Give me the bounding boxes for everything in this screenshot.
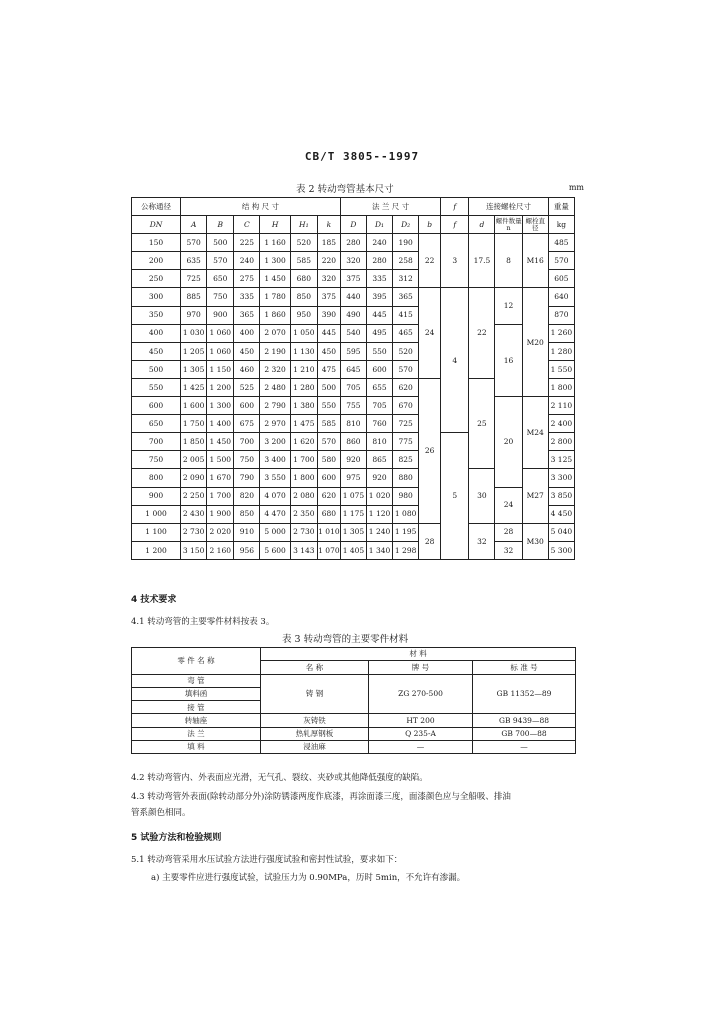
B-cell: 1 670 [207, 469, 234, 487]
m-cell: M24 [522, 397, 548, 469]
H-cell: 2 970 [260, 415, 290, 433]
H1-cell: 585 [290, 252, 317, 270]
part-cell: 转轴座 [132, 714, 261, 727]
A-cell: 885 [181, 288, 207, 306]
C-cell: 790 [234, 469, 260, 487]
table-row [132, 397, 575, 415]
material-grade-cell: Q 235-A [369, 727, 473, 740]
A-cell: 1 030 [181, 324, 207, 342]
C-cell: 525 [234, 378, 260, 396]
dn-cell: 900 [132, 487, 181, 505]
D-cell: 645 [340, 360, 366, 378]
D1-cell: 240 [366, 234, 392, 252]
A-cell: 1 850 [181, 433, 207, 451]
f-cell: 5 [441, 433, 469, 560]
m-cell: M30 [522, 523, 548, 559]
D1-cell: 1 120 [366, 505, 392, 523]
D1-cell: 395 [366, 288, 392, 306]
para-4-3-cont: 管系颜色相同。 [131, 808, 191, 818]
H-cell: 2 320 [260, 360, 290, 378]
D1-cell: 1 240 [366, 523, 392, 541]
k-cell: 390 [317, 306, 340, 324]
col-d: d [469, 216, 495, 234]
k-cell: 680 [317, 505, 340, 523]
D-cell: 320 [340, 252, 366, 270]
table-row [132, 674, 576, 687]
weight-cell: 2 400 [548, 415, 574, 433]
k-cell: 445 [317, 324, 340, 342]
material-grade-cell: HT 200 [369, 714, 473, 727]
D2-cell: 620 [393, 378, 419, 396]
D-cell: 860 [340, 433, 366, 451]
table2-subheader-row [132, 216, 575, 234]
A-cell: 2 250 [181, 487, 207, 505]
D2-cell: 465 [393, 324, 419, 342]
col-D2: D₂ [393, 216, 419, 234]
C-cell: 700 [234, 433, 260, 451]
A-cell: 3 150 [181, 541, 207, 559]
table-row [132, 523, 575, 541]
B-cell: 1 060 [207, 342, 234, 360]
k-cell: 550 [317, 397, 340, 415]
D2-cell: 980 [393, 487, 419, 505]
d-cell: 30 [469, 469, 495, 523]
f-cell: 4 [441, 288, 469, 433]
col-A: A [181, 216, 207, 234]
H1-cell: 680 [290, 270, 317, 288]
k-cell: 1 010 [317, 523, 340, 541]
para-5-1: 5.1 转动弯管采用水压试验方法进行强度试验和密封性试验，要求如下： [131, 855, 403, 865]
B-cell: 1 060 [207, 324, 234, 342]
table2-header-row [132, 198, 575, 216]
weight-cell: 2 800 [548, 433, 574, 451]
table-row [132, 714, 576, 727]
para-4-3: 4.3 转动弯管外表面(除转动部分外)涂防锈漆两度作底漆，再涂面漆三度，面漆颜色应与全船吸、排油 [131, 792, 511, 802]
weight-cell: 3 850 [548, 487, 574, 505]
material-header: 材 料 [261, 648, 576, 661]
D1-cell: 1 340 [366, 541, 392, 559]
C-cell: 600 [234, 397, 260, 415]
weight-cell: 870 [548, 306, 574, 324]
k-cell: 475 [317, 360, 340, 378]
k-cell: 585 [317, 415, 340, 433]
C-cell: 240 [234, 252, 260, 270]
B-cell: 1 450 [207, 433, 234, 451]
A-cell: 970 [181, 306, 207, 324]
H1-cell: 1 475 [290, 415, 317, 433]
material-grade-cell: ZG 270-500 [369, 674, 473, 714]
d-cell: 32 [469, 523, 495, 559]
A-cell: 2 430 [181, 505, 207, 523]
D2-cell: 258 [393, 252, 419, 270]
dn-cell: 150 [132, 234, 181, 252]
m-cell: M20 [522, 288, 548, 397]
n-cell: 16 [495, 324, 522, 396]
D2-cell: 670 [393, 397, 419, 415]
C-cell: 335 [234, 288, 260, 306]
b-cell: 28 [419, 523, 441, 559]
B-cell: 1 900 [207, 505, 234, 523]
D2-cell: 520 [393, 342, 419, 360]
D-cell: 440 [340, 288, 366, 306]
A-cell: 570 [181, 234, 207, 252]
C-cell: 850 [234, 505, 260, 523]
k-cell: 220 [317, 252, 340, 270]
D-cell: 1 405 [340, 541, 366, 559]
dn-cell: 200 [132, 252, 181, 270]
col-f2: f [441, 216, 469, 234]
m-cell: M16 [522, 234, 548, 288]
D1-cell: 495 [366, 324, 392, 342]
H-cell: 2 480 [260, 378, 290, 396]
dn-cell: 1 000 [132, 505, 181, 523]
H-cell: 2 190 [260, 342, 290, 360]
weight-cell: 605 [548, 270, 574, 288]
weight-cell: 5 300 [548, 541, 574, 559]
B-cell: 500 [207, 234, 234, 252]
B-cell: 1 700 [207, 487, 234, 505]
D1-cell: 600 [366, 360, 392, 378]
weight-cell: 2 110 [548, 397, 574, 415]
B-cell: 1 200 [207, 378, 234, 396]
material-name-cell: 浸油麻 [261, 741, 369, 754]
D1-cell: 865 [366, 451, 392, 469]
D-cell: 490 [340, 306, 366, 324]
H1-cell: 1 800 [290, 469, 317, 487]
material-name-cell: 灰铸铁 [261, 714, 369, 727]
part-header: 零 件 名 称 [132, 648, 261, 675]
H1-cell: 850 [290, 288, 317, 306]
material-name-cell: 热轧厚钢板 [261, 727, 369, 740]
col-b: b [419, 216, 441, 234]
B-cell: 2 020 [207, 523, 234, 541]
n-cell: 28 [495, 523, 522, 541]
table-row [132, 324, 575, 342]
H1-cell: 2 350 [290, 505, 317, 523]
D-cell: 595 [340, 342, 366, 360]
A-cell: 2 090 [181, 469, 207, 487]
k-cell: 1 070 [317, 541, 340, 559]
dn-cell: 700 [132, 433, 181, 451]
weight-cell: 3 300 [548, 469, 574, 487]
section-5-title: 5 试验方法和检验规则 [131, 833, 222, 843]
A-cell: 725 [181, 270, 207, 288]
H1-cell: 2 080 [290, 487, 317, 505]
H-cell: 2 790 [260, 397, 290, 415]
H1-cell: 2 730 [290, 523, 317, 541]
grade-header: 牌 号 [369, 661, 473, 674]
d-cell: 25 [469, 378, 495, 468]
D1-cell: 705 [366, 397, 392, 415]
dn-cell: 450 [132, 342, 181, 360]
weight-cell: 640 [548, 288, 574, 306]
C-cell: 400 [234, 324, 260, 342]
k-cell: 500 [317, 378, 340, 396]
H1-cell: 1 050 [290, 324, 317, 342]
A-cell: 2 730 [181, 523, 207, 541]
D-cell: 1 305 [340, 523, 366, 541]
flange-header: 法 兰 尺 寸 [340, 198, 440, 216]
n-cell: 12 [495, 288, 522, 324]
D2-cell: 415 [393, 306, 419, 324]
B-cell: 2 160 [207, 541, 234, 559]
k-cell: 375 [317, 288, 340, 306]
D-cell: 755 [340, 397, 366, 415]
para-4-1: 4.1 转动弯管的主要零件材料按表 3。 [131, 617, 275, 627]
D-cell: 375 [340, 270, 366, 288]
bolt-count-header: 螺件数量 n [495, 216, 522, 234]
D2-cell: 1 080 [393, 505, 419, 523]
dn-cell: 1 100 [132, 523, 181, 541]
D1-cell: 550 [366, 342, 392, 360]
C-cell: 450 [234, 342, 260, 360]
H-cell: 1 160 [260, 234, 290, 252]
col-D: D [340, 216, 366, 234]
D2-cell: 880 [393, 469, 419, 487]
dn-cell: 800 [132, 469, 181, 487]
D1-cell: 445 [366, 306, 392, 324]
B-cell: 1 500 [207, 451, 234, 469]
material-std-cell: — [473, 741, 576, 754]
weight-cell: 3 125 [548, 451, 574, 469]
D2-cell: 312 [393, 270, 419, 288]
dimension-table [131, 197, 575, 560]
A-cell: 2 005 [181, 451, 207, 469]
col-k: k [317, 216, 340, 234]
material-name-cell: 铸 钢 [261, 674, 369, 714]
bolt-header: 连接螺栓尺寸 [469, 198, 548, 216]
H1-cell: 1 130 [290, 342, 317, 360]
H-cell: 4 070 [260, 487, 290, 505]
H1-cell: 1 210 [290, 360, 317, 378]
dn-cell: 550 [132, 378, 181, 396]
H1-cell: 1 380 [290, 397, 317, 415]
dn-cell: 750 [132, 451, 181, 469]
weight-cell: 1 800 [548, 378, 574, 396]
D1-cell: 760 [366, 415, 392, 433]
A-cell: 1 425 [181, 378, 207, 396]
dn-cell: 600 [132, 397, 181, 415]
table3-caption: 表 3 转动弯管的主要零件材料 [282, 634, 409, 645]
C-cell: 750 [234, 451, 260, 469]
H-cell: 3 400 [260, 451, 290, 469]
b-cell: 26 [419, 378, 441, 523]
col-f: f [441, 198, 469, 216]
nominal-header: 公称通径 [132, 198, 181, 216]
D2-cell: 365 [393, 288, 419, 306]
D-cell: 705 [340, 378, 366, 396]
C-cell: 820 [234, 487, 260, 505]
kg-header: kg [548, 216, 574, 234]
B-cell: 570 [207, 252, 234, 270]
H-cell: 2 070 [260, 324, 290, 342]
D2-cell: 190 [393, 234, 419, 252]
D2-cell: 1 298 [393, 541, 419, 559]
C-cell: 460 [234, 360, 260, 378]
d-cell: 22 [469, 288, 495, 378]
dn-cell: 650 [132, 415, 181, 433]
C-cell: 675 [234, 415, 260, 433]
col-H: H [260, 216, 290, 234]
H1-cell: 520 [290, 234, 317, 252]
dn-cell: 300 [132, 288, 181, 306]
D-cell: 1 075 [340, 487, 366, 505]
C-cell: 275 [234, 270, 260, 288]
D2-cell: 725 [393, 415, 419, 433]
standard-header: CB/T 3805--1997 [304, 150, 420, 163]
C-cell: 956 [234, 541, 260, 559]
H-cell: 1 780 [260, 288, 290, 306]
C-cell: 225 [234, 234, 260, 252]
table-row [132, 487, 575, 505]
b-cell: 22 [419, 234, 441, 288]
D1-cell: 280 [366, 252, 392, 270]
B-cell: 900 [207, 306, 234, 324]
k-cell: 450 [317, 342, 340, 360]
table2-caption: 表 2 转动弯管基本尺寸 [296, 184, 394, 195]
part-cell: 法 兰 [132, 727, 261, 740]
col-D1: D₁ [366, 216, 392, 234]
dn-cell: 350 [132, 306, 181, 324]
A-cell: 1 305 [181, 360, 207, 378]
D-cell: 975 [340, 469, 366, 487]
H-cell: 3 200 [260, 433, 290, 451]
A-cell: 635 [181, 252, 207, 270]
table-row [132, 541, 575, 559]
H-cell: 1 450 [260, 270, 290, 288]
D1-cell: 655 [366, 378, 392, 396]
H-cell: 3 550 [260, 469, 290, 487]
table-row [132, 288, 575, 306]
dn-header: DN [132, 216, 181, 234]
B-cell: 650 [207, 270, 234, 288]
material-std-cell: GB 9439—88 [473, 714, 576, 727]
D-cell: 280 [340, 234, 366, 252]
D-cell: 1 175 [340, 505, 366, 523]
std-header: 标 准 号 [473, 661, 576, 674]
dn-cell: 1 200 [132, 541, 181, 559]
material-table [131, 647, 576, 754]
weight-cell: 1 260 [548, 324, 574, 342]
n-cell: 24 [495, 487, 522, 523]
weight-cell: 570 [548, 252, 574, 270]
d-cell: 17.5 [469, 234, 495, 288]
D1-cell: 335 [366, 270, 392, 288]
D2-cell: 570 [393, 360, 419, 378]
H1-cell: 950 [290, 306, 317, 324]
H1-cell: 1 280 [290, 378, 317, 396]
weight-cell: 5 040 [548, 523, 574, 541]
H-cell: 1 300 [260, 252, 290, 270]
k-cell: 320 [317, 270, 340, 288]
para-5-1-a: a) 主要零件应进行强度试验，试验压力为 0.90MPa，历时 5min，不允许有渗漏。 [151, 873, 466, 883]
dn-cell: 500 [132, 360, 181, 378]
D2-cell: 825 [393, 451, 419, 469]
B-cell: 1 300 [207, 397, 234, 415]
section-4-title: 4 技术要求 [131, 595, 177, 605]
weight-header: 重量 [548, 198, 574, 216]
D2-cell: 775 [393, 433, 419, 451]
D1-cell: 1 020 [366, 487, 392, 505]
col-H1: H₁ [290, 216, 317, 234]
bolt-diam-header: 螺栓直径 [522, 216, 548, 234]
H-cell: 4 470 [260, 505, 290, 523]
struct-header: 结 构 尺 寸 [181, 198, 341, 216]
weight-cell: 1 550 [548, 360, 574, 378]
A-cell: 1 600 [181, 397, 207, 415]
dn-cell: 250 [132, 270, 181, 288]
H1-cell: 3 143 [290, 541, 317, 559]
A-cell: 1 205 [181, 342, 207, 360]
H-cell: 5 000 [260, 523, 290, 541]
k-cell: 620 [317, 487, 340, 505]
material-std-cell: GB 700—88 [473, 727, 576, 740]
H1-cell: 1 620 [290, 433, 317, 451]
m-cell: M27 [522, 469, 548, 523]
D1-cell: 920 [366, 469, 392, 487]
D2-cell: 1 195 [393, 523, 419, 541]
k-cell: 600 [317, 469, 340, 487]
k-cell: 580 [317, 451, 340, 469]
weight-cell: 485 [548, 234, 574, 252]
B-cell: 1 150 [207, 360, 234, 378]
weight-cell: 4 450 [548, 505, 574, 523]
b-cell: 24 [419, 288, 441, 378]
col-B: B [207, 216, 234, 234]
D-cell: 540 [340, 324, 366, 342]
n-cell: 20 [495, 397, 522, 487]
k-cell: 185 [317, 234, 340, 252]
table2-unit: mm [568, 183, 584, 192]
B-cell: 1 400 [207, 415, 234, 433]
part-cell: 接 管 [132, 701, 261, 714]
material-std-cell: GB 11352—89 [473, 674, 576, 714]
n-cell: 32 [495, 541, 522, 559]
n-cell: 8 [495, 234, 522, 288]
C-cell: 365 [234, 306, 260, 324]
para-4-2: 4.2 转动弯管内、外表面应光滑，无气孔、裂纹、夹砂或其他降低强度的缺陷。 [131, 773, 428, 783]
f-cell: 3 [441, 234, 469, 288]
col-C: C [234, 216, 260, 234]
table-row [132, 727, 576, 740]
dn-cell: 400 [132, 324, 181, 342]
part-cell: 填料函 [132, 687, 261, 700]
A-cell: 1 750 [181, 415, 207, 433]
D-cell: 920 [340, 451, 366, 469]
part-cell: 弯 管 [132, 674, 261, 687]
H1-cell: 1 700 [290, 451, 317, 469]
D1-cell: 810 [366, 433, 392, 451]
table3-header-row [132, 648, 576, 661]
H-cell: 1 860 [260, 306, 290, 324]
table-row [132, 741, 576, 754]
weight-cell: 1 280 [548, 342, 574, 360]
B-cell: 750 [207, 288, 234, 306]
H-cell: 5 600 [260, 541, 290, 559]
name-header: 名 称 [261, 661, 369, 674]
table-row [132, 234, 575, 252]
D-cell: 810 [340, 415, 366, 433]
material-grade-cell: — [369, 741, 473, 754]
C-cell: 910 [234, 523, 260, 541]
part-cell: 填 料 [132, 741, 261, 754]
k-cell: 570 [317, 433, 340, 451]
